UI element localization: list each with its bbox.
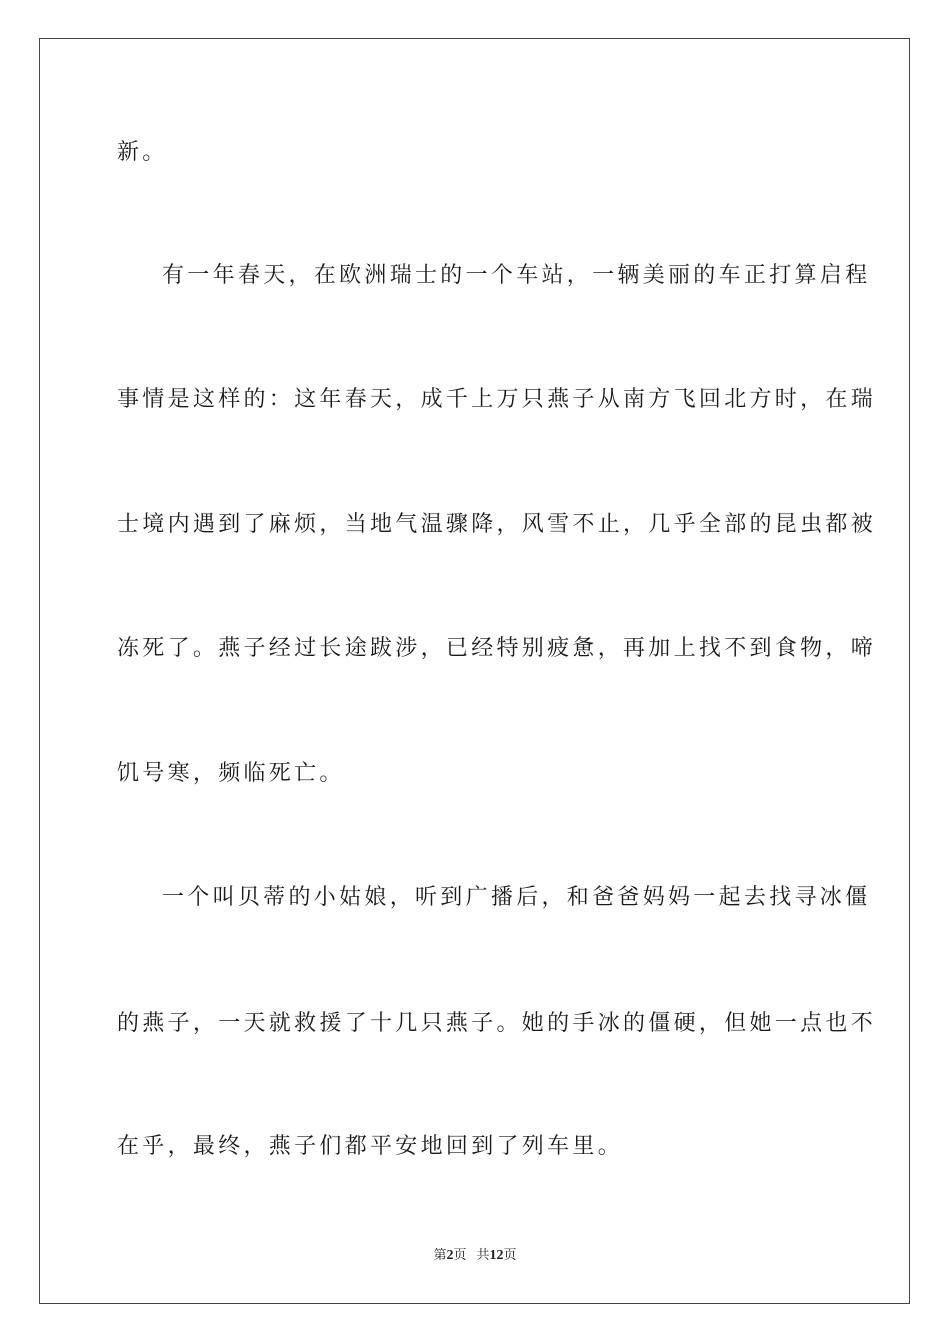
page-label-suffix: 页	[453, 1248, 467, 1263]
paragraph-first-line: 有一年春天，在欧洲瑞士的一个车站，一辆美丽的车正打算启程	[162, 263, 871, 288]
page-label-prefix: 第	[433, 1248, 447, 1263]
page-border	[39, 38, 910, 1304]
text-line: 士境内遇到了麻烦，当地气温骤降，风雪不止，几乎全部的昆虫都被	[117, 512, 877, 537]
paragraph-first-line: 一个叫贝蒂的小姑娘，听到广播后，和爸爸妈妈一起去找寻冰僵	[162, 885, 871, 910]
text-line: 新。	[117, 140, 168, 165]
page-footer	[0, 1247, 950, 1265]
text-line: 饥号寒，频临死亡。	[117, 761, 345, 786]
total-page-count: 12	[489, 1248, 504, 1263]
total-label-prefix: 共	[476, 1248, 490, 1263]
current-page-number: 2	[446, 1248, 454, 1263]
total-label-suffix: 页	[503, 1248, 517, 1263]
text-line: 冻死了。燕子经过长途跋涉，已经特别疲惫，再加上找不到食物，啼	[117, 636, 877, 661]
text-line: 事情是这样的：这年春天，成千上万只燕子从南方飞回北方时，在瑞	[117, 387, 877, 412]
text-line: 的燕子，一天就救援了十几只燕子。她的手冰的僵硬，但她一点也不	[117, 1011, 877, 1036]
text-line: 在乎，最终，燕子们都平安地回到了列车里。	[117, 1134, 624, 1159]
